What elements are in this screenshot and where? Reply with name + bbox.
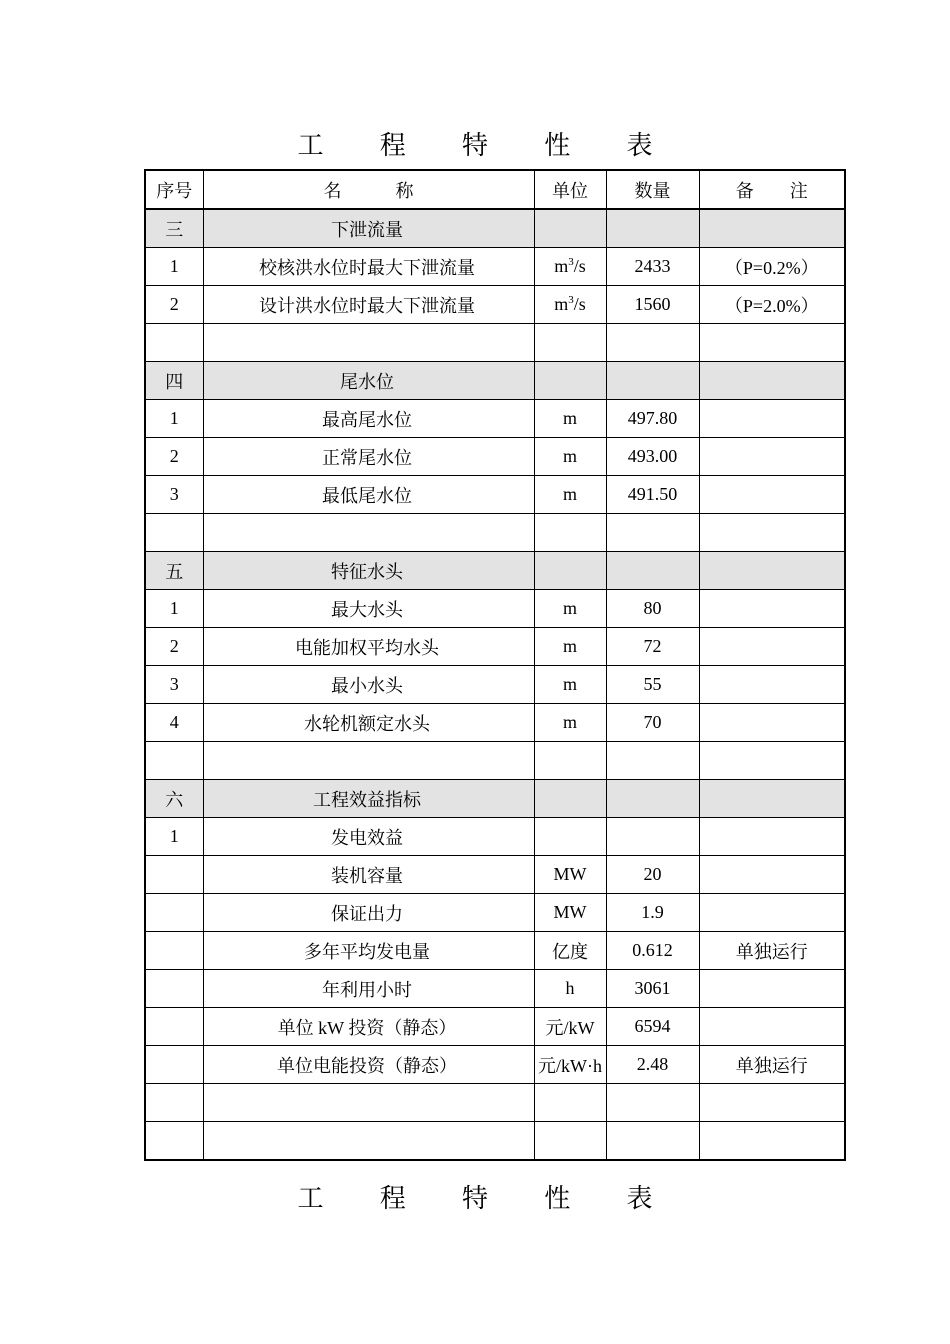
row-no: 4 [145,704,203,742]
row-note [699,704,845,742]
row-note [699,666,845,704]
row-no [145,324,203,362]
row-note [699,628,845,666]
unit-text: m [562,712,577,732]
unit-superscript: 3 [568,256,574,268]
row-quantity: 55 [606,666,699,704]
table-row [145,590,845,628]
row-quantity [606,324,699,362]
unit-tail: /s [573,294,586,314]
row-quantity [606,742,699,780]
row-unit [534,628,606,666]
row-name: 尾水位 [203,362,534,400]
row-quantity: 493.00 [606,438,699,476]
row-note [699,400,845,438]
row-unit [534,248,606,286]
unit-text: MW [553,864,587,884]
row-quantity: 3061 [606,970,699,1008]
blank-row [145,324,845,362]
row-no: 1 [145,248,203,286]
row-note [699,476,845,514]
table-row [145,856,845,894]
row-note [699,1084,845,1122]
row-quantity: 491.50 [606,476,699,514]
row-unit [534,476,606,514]
section-row [145,362,845,400]
row-quantity: 1.9 [606,894,699,932]
row-no [145,1046,203,1084]
table-row [145,818,845,856]
row-quantity: 70 [606,704,699,742]
unit-text: m [562,446,577,466]
row-unit [534,438,606,476]
row-note [699,742,845,780]
row-no: 六 [145,780,203,818]
row-note [699,514,845,552]
row-no [145,894,203,932]
row-unit [534,514,606,552]
row-note [699,970,845,1008]
table-row [145,400,845,438]
unit-tail: /s [573,256,586,276]
header-note: 备 注 [699,170,845,209]
row-name [203,1084,534,1122]
row-unit [534,704,606,742]
row-note [699,209,845,248]
row-no: 1 [145,400,203,438]
row-unit [534,932,606,970]
table-row [145,628,845,666]
row-note: 单独运行 [699,932,845,970]
row-no [145,1084,203,1122]
row-name: 下泄流量 [203,209,534,248]
row-name: 最小水头 [203,666,534,704]
blank-row [145,514,845,552]
row-name: 单位电能投资（静态） [203,1046,534,1084]
section-row [145,780,845,818]
unit-superscript: 3 [568,294,574,306]
row-no: 2 [145,286,203,324]
row-quantity: 497.80 [606,400,699,438]
row-quantity [606,209,699,248]
row-no [145,856,203,894]
row-name [203,1122,534,1161]
row-no: 3 [145,476,203,514]
row-name [203,324,534,362]
row-quantity: 80 [606,590,699,628]
row-unit [534,1122,606,1161]
row-name: 正常尾水位 [203,438,534,476]
row-quantity: 2433 [606,248,699,286]
row-name [203,742,534,780]
row-unit [534,1046,606,1084]
header-name: 名 称 [203,170,534,209]
row-quantity [606,818,699,856]
row-name: 发电效益 [203,818,534,856]
row-name: 多年平均发电量 [203,932,534,970]
table-row [145,704,845,742]
row-quantity [606,552,699,590]
unit-text: m [562,408,577,428]
row-note [699,818,845,856]
section-row [145,552,845,590]
row-unit [534,362,606,400]
row-note [699,894,845,932]
row-name: 单位 kW 投资（静态） [203,1008,534,1046]
row-unit [534,286,606,324]
unit-text: m [562,484,577,504]
row-name: 最高尾水位 [203,400,534,438]
row-note: 单独运行 [699,1046,845,1084]
row-quantity: 1560 [606,286,699,324]
row-name: 设计洪水位时最大下泄流量 [203,286,534,324]
unit-text: MW [553,902,587,922]
unit-text: m [562,674,577,694]
row-no [145,970,203,1008]
table-row [145,666,845,704]
unit-text: m [554,294,569,314]
row-no: 1 [145,818,203,856]
row-no [145,742,203,780]
table-row [145,894,845,932]
row-note [699,780,845,818]
row-quantity: 72 [606,628,699,666]
row-unit [534,666,606,704]
table-row [145,476,845,514]
row-name: 年利用小时 [203,970,534,1008]
table-row [145,438,845,476]
blank-row [145,1122,845,1161]
row-note [699,362,845,400]
row-name: 工程效益指标 [203,780,534,818]
header-no: 序号 [145,170,203,209]
row-unit [534,324,606,362]
row-quantity: 6594 [606,1008,699,1046]
row-note [699,856,845,894]
row-quantity [606,514,699,552]
row-note [699,552,845,590]
row-name: 特征水头 [203,552,534,590]
unit-text: 亿度 [552,941,588,962]
row-name: 校核洪水位时最大下泄流量 [203,248,534,286]
unit-text: m [554,256,569,276]
row-no: 五 [145,552,203,590]
row-note [699,438,845,476]
row-no: 2 [145,628,203,666]
header-unit: 单位 [534,170,606,209]
table-row [145,248,845,286]
page-title: 工 程 特 性 表 [297,131,677,161]
table-row [145,286,845,324]
row-no: 2 [145,438,203,476]
row-quantity [606,1084,699,1122]
row-unit [534,1084,606,1122]
row-unit [534,856,606,894]
row-note [699,1122,845,1161]
row-unit [534,1008,606,1046]
blank-row [145,1084,845,1122]
project-characteristics-table [144,169,846,1161]
row-unit [534,894,606,932]
row-no [145,1122,203,1161]
table-row [145,1046,845,1084]
row-quantity: 0.612 [606,932,699,970]
row-no [145,1008,203,1046]
blank-row [145,742,845,780]
row-no: 3 [145,666,203,704]
row-no [145,514,203,552]
row-quantity [606,362,699,400]
unit-text: 元/kW [545,1017,595,1038]
table-row [145,932,845,970]
row-no: 1 [145,590,203,628]
row-no: 四 [145,362,203,400]
row-note [699,1008,845,1046]
unit-text: m [562,598,577,618]
row-quantity: 20 [606,856,699,894]
row-name: 最大水头 [203,590,534,628]
row-name: 装机容量 [203,856,534,894]
row-note [699,324,845,362]
footer-title: 工 程 特 性 表 [297,1184,677,1214]
row-quantity [606,780,699,818]
row-unit [534,590,606,628]
row-name [203,514,534,552]
row-unit [534,400,606,438]
row-name: 水轮机额定水头 [203,704,534,742]
unit-text: h [565,978,575,998]
row-note [699,590,845,628]
row-name: 保证出力 [203,894,534,932]
row-unit [534,780,606,818]
row-unit [534,970,606,1008]
table-header-row [145,170,845,209]
row-quantity [606,1122,699,1161]
row-unit [534,742,606,780]
section-row [145,209,845,248]
row-name: 最低尾水位 [203,476,534,514]
row-unit [534,552,606,590]
row-no [145,932,203,970]
row-note: （P=2.0%） [699,286,845,324]
table-row [145,970,845,1008]
header-qty: 数量 [606,170,699,209]
row-note: （P=0.2%） [699,248,845,286]
table-row [145,1008,845,1046]
unit-text: 元/kW·h [538,1055,602,1076]
row-unit [534,209,606,248]
row-unit [534,818,606,856]
row-name: 电能加权平均水头 [203,628,534,666]
unit-text: m [562,636,577,656]
row-no: 三 [145,209,203,248]
row-quantity: 2.48 [606,1046,699,1084]
